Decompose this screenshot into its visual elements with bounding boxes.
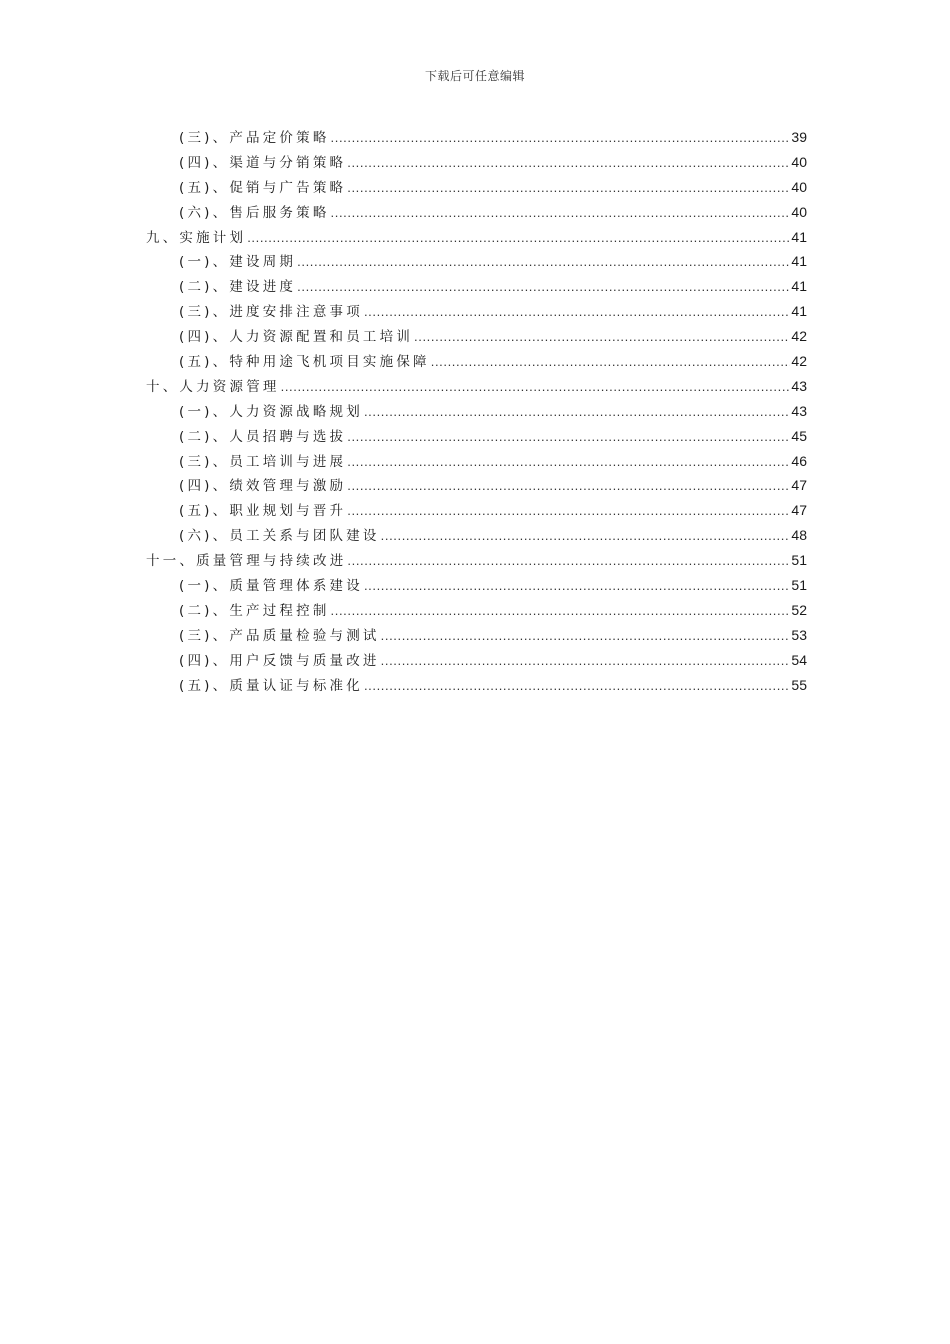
toc-dot-leader	[347, 151, 790, 176]
toc-dot-leader	[297, 250, 790, 275]
toc-page-number: 45	[791, 427, 807, 444]
toc-entry[interactable]	[146, 498, 807, 523]
toc-dot-leader	[247, 226, 790, 251]
toc-entry-title: 九、实施计划	[146, 229, 247, 246]
toc-dot-leader	[347, 450, 790, 475]
toc-entry-title: (四)、渠道与分销策略	[179, 154, 347, 171]
toc-entry[interactable]	[146, 274, 807, 299]
toc-page-number: 46	[791, 452, 807, 469]
toc-entry[interactable]	[146, 623, 807, 648]
toc-dot-leader	[414, 325, 790, 350]
toc-entry[interactable]	[146, 150, 807, 175]
toc-page-number: 48	[791, 527, 807, 544]
toc-entry-title: 十一、质量管理与持续改进	[146, 553, 347, 570]
toc-entry[interactable]	[146, 449, 807, 474]
toc-dot-leader	[381, 624, 791, 649]
toc-chapter-entry[interactable]	[146, 548, 807, 573]
toc-chapter-entry[interactable]	[146, 374, 807, 399]
toc-entry-title: (二)、生产过程控制	[179, 602, 330, 619]
toc-page-number: 41	[791, 303, 807, 320]
toc-page-number: 43	[791, 377, 807, 394]
toc-dot-leader	[297, 275, 790, 300]
toc-dot-leader	[364, 400, 790, 425]
toc-entry[interactable]	[146, 249, 807, 274]
toc-page-number: 54	[791, 651, 807, 668]
toc-dot-leader	[331, 201, 791, 226]
toc-page-number: 40	[791, 178, 807, 195]
toc-entry-title: (二)、人员招聘与选拔	[179, 428, 347, 445]
table-of-contents	[146, 125, 807, 697]
toc-entry[interactable]	[146, 299, 807, 324]
toc-entry-title: (三)、进度安排注意事项	[179, 304, 363, 321]
toc-dot-leader	[364, 300, 790, 325]
toc-page-number: 42	[791, 353, 807, 370]
toc-entry-title: (五)、特种用途飞机项目实施保障	[179, 354, 430, 371]
toc-entry-title: (二)、建设进度	[179, 279, 297, 296]
toc-entry[interactable]	[146, 673, 807, 698]
toc-dot-leader	[347, 176, 790, 201]
toc-entry[interactable]	[146, 175, 807, 200]
toc-entry-title: (四)、用户反馈与质量改进	[179, 652, 380, 669]
toc-page-number: 52	[791, 601, 807, 618]
toc-page-number: 40	[791, 153, 807, 170]
toc-entry-title: (五)、促销与广告策略	[179, 179, 347, 196]
toc-entry[interactable]	[146, 349, 807, 374]
toc-entry-title: (四)、绩效管理与激励	[179, 478, 347, 495]
toc-page-number: 41	[791, 253, 807, 270]
toc-dot-leader	[281, 375, 791, 400]
toc-entry[interactable]	[146, 125, 807, 150]
toc-entry-title: (四)、人力资源配置和员工培训	[179, 329, 414, 346]
page-header: 下载后可任意编辑	[424, 69, 525, 83]
toc-entry[interactable]	[146, 399, 807, 424]
toc-page-number: 40	[791, 203, 807, 220]
toc-entry-title: (六)、售后服务策略	[179, 204, 330, 221]
toc-dot-leader	[381, 649, 791, 674]
toc-dot-leader	[347, 499, 790, 524]
toc-dot-leader	[431, 350, 791, 375]
toc-page-number: 47	[791, 477, 807, 494]
toc-entry-title: (一)、建设周期	[179, 254, 297, 271]
toc-page-number: 43	[791, 402, 807, 419]
toc-dot-leader	[347, 474, 790, 499]
toc-dot-leader	[331, 599, 791, 624]
toc-page-number: 55	[791, 676, 807, 693]
toc-entry-title: (三)、产品质量检验与测试	[179, 627, 380, 644]
toc-entry[interactable]	[146, 573, 807, 598]
toc-dot-leader	[347, 549, 790, 574]
toc-dot-leader	[364, 574, 790, 599]
toc-entry-title: 十、人力资源管理	[146, 378, 280, 395]
toc-dot-leader	[331, 126, 791, 151]
toc-entry-title: (三)、员工培训与进展	[179, 453, 347, 470]
toc-entry[interactable]	[146, 324, 807, 349]
toc-entry[interactable]	[146, 598, 807, 623]
toc-page-number: 47	[791, 502, 807, 519]
toc-page-number: 39	[791, 129, 807, 145]
toc-entry-title: (六)、员工关系与团队建设	[179, 528, 380, 545]
toc-entry[interactable]	[146, 424, 807, 449]
toc-entry-title: (五)、质量认证与标准化	[179, 677, 363, 694]
toc-entry-title: (一)、人力资源战略规划	[179, 403, 363, 420]
toc-page-number: 51	[791, 577, 807, 594]
toc-page-number: 41	[791, 278, 807, 295]
toc-entry-title: (三)、产品定价策略	[179, 130, 330, 146]
toc-page-number: 53	[791, 626, 807, 643]
toc-entry-title: (一)、质量管理体系建设	[179, 578, 363, 595]
toc-page-number: 51	[791, 552, 807, 569]
toc-dot-leader	[364, 674, 790, 699]
toc-page-number: 41	[791, 228, 807, 245]
toc-entry[interactable]	[146, 523, 807, 548]
toc-chapter-entry[interactable]	[146, 225, 807, 250]
toc-entry-title: (五)、职业规划与晋升	[179, 503, 347, 520]
toc-page-number: 42	[791, 328, 807, 345]
toc-dot-leader	[381, 524, 791, 549]
toc-dot-leader	[347, 425, 790, 450]
toc-entry[interactable]	[146, 473, 807, 498]
toc-entry[interactable]	[146, 648, 807, 673]
toc-entry[interactable]	[146, 200, 807, 225]
